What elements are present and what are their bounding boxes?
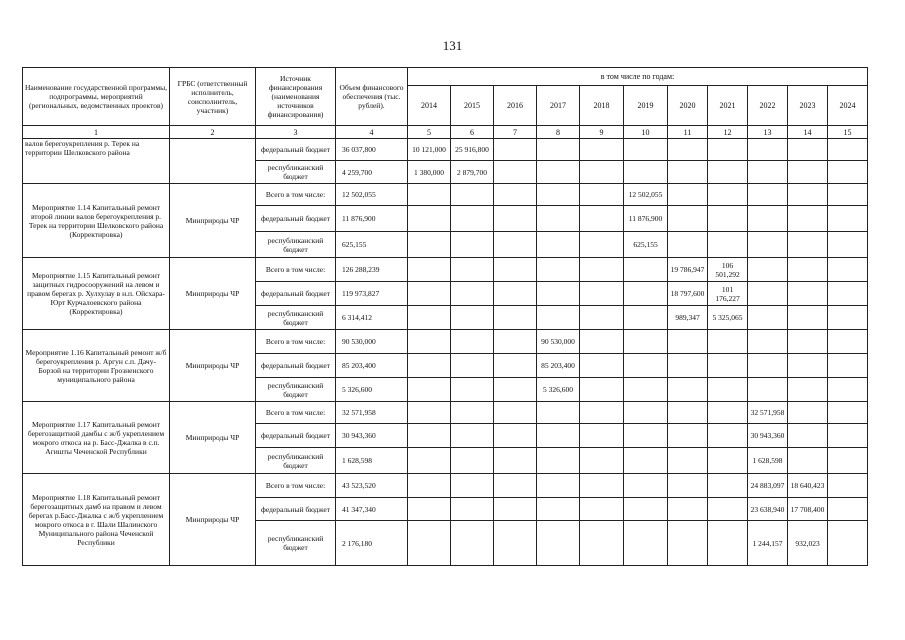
year-value (668, 521, 708, 566)
year-value (788, 258, 828, 282)
year-value (580, 354, 624, 378)
column-number: 9 (580, 126, 624, 139)
year-value (708, 424, 748, 448)
year-value (494, 232, 537, 258)
year-value (494, 498, 537, 521)
year-value (494, 448, 537, 474)
year-value (748, 161, 788, 184)
year-value: 106 501,292 (708, 258, 748, 282)
year-value (494, 161, 537, 184)
funding-total: 1 628,598 (336, 448, 408, 474)
table-row (23, 474, 868, 498)
year-value (494, 139, 537, 161)
year-value (624, 139, 668, 161)
year-value (708, 521, 748, 566)
year-header: 2016 (494, 86, 537, 126)
column-number: 4 (336, 126, 408, 139)
funding-source: республиканский бюджет (256, 232, 336, 258)
year-value (580, 232, 624, 258)
year-value (788, 139, 828, 161)
year-value (708, 448, 748, 474)
year-value (408, 402, 451, 424)
year-value (408, 378, 451, 402)
year-value (668, 474, 708, 498)
year-value (788, 184, 828, 206)
year-value (451, 474, 494, 498)
year-value (451, 184, 494, 206)
year-value (537, 474, 580, 498)
year-value (828, 424, 868, 448)
column-number: 13 (748, 126, 788, 139)
year-value (537, 184, 580, 206)
year-value (537, 139, 580, 161)
year-value (580, 498, 624, 521)
year-value (580, 474, 624, 498)
year-value (408, 424, 451, 448)
year-value (748, 378, 788, 402)
funding-source: республиканский бюджет (256, 306, 336, 330)
year-value (788, 282, 828, 306)
year-value (828, 282, 868, 306)
year-value (494, 354, 537, 378)
year-header: 2014 (408, 86, 451, 126)
year-value (451, 232, 494, 258)
year-value (451, 448, 494, 474)
year-value (451, 306, 494, 330)
year-value (408, 521, 451, 566)
year-value (668, 354, 708, 378)
funding-total: 90 530,000 (336, 330, 408, 354)
year-value (494, 378, 537, 402)
year-value: 25 916,800 (451, 139, 494, 161)
year-value (624, 354, 668, 378)
year-value (580, 378, 624, 402)
year-value (828, 448, 868, 474)
year-value (408, 258, 451, 282)
year-value (537, 232, 580, 258)
year-value (748, 184, 788, 206)
year-value (828, 330, 868, 354)
measure-name: Мероприятие 1.14 Капитальный ремонт второй линии валов берегоукрепления р. Терек на территории Шелковского района (Корректировка) (23, 184, 170, 258)
column-number: 11 (668, 126, 708, 139)
year-value: 17 708,400 (788, 498, 828, 521)
funding-total: 5 326,600 (336, 378, 408, 402)
column-number: 2 (170, 126, 256, 139)
year-header: 2021 (708, 86, 748, 126)
funding-total: 43 523,520 (336, 474, 408, 498)
column-number: 12 (708, 126, 748, 139)
year-value (624, 402, 668, 424)
header-name: Наименование государственной программы, подпрограммы, мероприятий (региональных, ведомственных проектов) (23, 68, 170, 126)
funding-total: 6 314,412 (336, 306, 408, 330)
year-value (828, 184, 868, 206)
year-value (624, 474, 668, 498)
year-value (748, 306, 788, 330)
year-value (494, 184, 537, 206)
year-value (580, 206, 624, 232)
year-value (748, 206, 788, 232)
year-value: 12 502,055 (624, 184, 668, 206)
year-value (624, 330, 668, 354)
year-value (708, 330, 748, 354)
budget-table (22, 67, 868, 566)
measure-name: Мероприятие 1.15 Капитальный ремонт защитных гидросооружений на левом и правом берегах р. Хулхулау в н.п. Ойсхара-Юрт Курчалоевского района (Корректировка) (23, 258, 170, 330)
year-value (408, 330, 451, 354)
year-value (408, 474, 451, 498)
year-value (580, 306, 624, 330)
year-value (668, 206, 708, 232)
year-value (494, 474, 537, 498)
year-value (828, 402, 868, 424)
year-value (408, 448, 451, 474)
year-value: 18 640,423 (788, 474, 828, 498)
year-value (788, 306, 828, 330)
year-value (748, 354, 788, 378)
year-value (828, 474, 868, 498)
column-number: 7 (494, 126, 537, 139)
year-value (668, 448, 708, 474)
year-header: 2023 (788, 86, 828, 126)
year-value (708, 378, 748, 402)
year-value (537, 161, 580, 184)
table-row (23, 139, 868, 161)
year-value (580, 424, 624, 448)
year-value (580, 139, 624, 161)
funding-total: 36 037,800 (336, 139, 408, 161)
year-value (624, 378, 668, 402)
year-value (828, 161, 868, 184)
year-value (451, 402, 494, 424)
funding-source: республиканский бюджет (256, 521, 336, 566)
year-value: 90 530,000 (537, 330, 580, 354)
year-value (494, 521, 537, 566)
year-value (537, 498, 580, 521)
funding-source: республиканский бюджет (256, 161, 336, 184)
year-value (788, 424, 828, 448)
year-value (788, 378, 828, 402)
year-value (451, 282, 494, 306)
year-value (668, 402, 708, 424)
year-header: 2019 (624, 86, 668, 126)
funding-total: 119 973,827 (336, 282, 408, 306)
year-value (668, 424, 708, 448)
year-value (494, 424, 537, 448)
year-value (668, 498, 708, 521)
year-value (537, 306, 580, 330)
funding-source: федеральный бюджет (256, 282, 336, 306)
year-value (748, 139, 788, 161)
year-value (668, 139, 708, 161)
year-value (580, 521, 624, 566)
measure-grbs: Минприроды ЧР (170, 402, 256, 474)
year-value (451, 378, 494, 402)
year-header: 2020 (668, 86, 708, 126)
year-value (451, 521, 494, 566)
year-value (408, 306, 451, 330)
year-value (494, 330, 537, 354)
year-value (668, 330, 708, 354)
year-value (451, 258, 494, 282)
funding-source: федеральный бюджет (256, 498, 336, 521)
column-number: 5 (408, 126, 451, 139)
year-value (537, 282, 580, 306)
year-value (580, 282, 624, 306)
measure-name: Мероприятие 1.17 Капитальный ремонт берегозащитной дамбы с ж/б укреплением мокрого откоса на р. Басс-Джалка в с.п. Агишты Чеченской Республики (23, 402, 170, 474)
year-value: 85 203,400 (537, 354, 580, 378)
year-value (580, 184, 624, 206)
table-row (23, 184, 868, 206)
year-value: 23 638,940 (748, 498, 788, 521)
measure-grbs: Минприроды ЧР (170, 258, 256, 330)
table-row (23, 258, 868, 282)
funding-source: Всего в том числе: (256, 184, 336, 206)
year-value (708, 354, 748, 378)
year-value (494, 402, 537, 424)
year-value (828, 354, 868, 378)
year-value (624, 258, 668, 282)
year-value (828, 206, 868, 232)
year-value (451, 330, 494, 354)
funding-source: республиканский бюджет (256, 378, 336, 402)
header-by-years: в том числе по годам: (408, 68, 868, 86)
year-header: 2018 (580, 86, 624, 126)
year-value (624, 498, 668, 521)
year-value (624, 424, 668, 448)
funding-total: 126 288,239 (336, 258, 408, 282)
year-value (537, 206, 580, 232)
funding-source: федеральный бюджет (256, 424, 336, 448)
year-value (668, 184, 708, 206)
year-value: 30 943,360 (748, 424, 788, 448)
column-number: 6 (451, 126, 494, 139)
year-value: 11 876,900 (624, 206, 668, 232)
funding-source: федеральный бюджет (256, 139, 336, 161)
year-header: 2022 (748, 86, 788, 126)
year-value (708, 232, 748, 258)
year-value: 625,155 (624, 232, 668, 258)
column-number: 10 (624, 126, 668, 139)
year-value (708, 184, 748, 206)
year-value (788, 161, 828, 184)
year-value (668, 378, 708, 402)
measure-name: Мероприятие 1.16 Капитальный ремонт ж/б берегоукрепления р. Аргун с.п. Дачу-Борзой на территории Грозненского муниципального района (23, 330, 170, 402)
year-value (537, 521, 580, 566)
funding-source: Всего в том числе: (256, 258, 336, 282)
year-value (451, 206, 494, 232)
funding-total: 12 502,055 (336, 184, 408, 206)
measure-name: валов берегоукрепления р. Терек на территории Шелковского района (23, 139, 170, 184)
year-value (580, 448, 624, 474)
measure-grbs: Минприроды ЧР (170, 474, 256, 566)
year-value (828, 232, 868, 258)
funding-total: 30 943,360 (336, 424, 408, 448)
year-value (580, 161, 624, 184)
funding-total: 41 347,340 (336, 498, 408, 521)
year-value: 989,347 (668, 306, 708, 330)
year-value (624, 282, 668, 306)
year-value: 1 380,000 (408, 161, 451, 184)
year-value (748, 232, 788, 258)
page-number: 131 (442, 38, 463, 53)
year-value (828, 521, 868, 566)
year-value (828, 139, 868, 161)
year-value (788, 330, 828, 354)
year-value (788, 354, 828, 378)
year-value: 19 786,947 (668, 258, 708, 282)
year-value (408, 498, 451, 521)
year-value (748, 330, 788, 354)
year-value (537, 424, 580, 448)
year-value: 101 176,227 (708, 282, 748, 306)
header-source: Источник финансирования (наименования источников финансирования) (256, 68, 336, 126)
year-value (494, 258, 537, 282)
year-value: 32 571,958 (748, 402, 788, 424)
table-row (23, 402, 868, 424)
funding-source: Всего в том числе: (256, 330, 336, 354)
measure-grbs (170, 139, 256, 184)
year-value (537, 402, 580, 424)
year-value: 1 628,598 (748, 448, 788, 474)
year-value (708, 161, 748, 184)
year-header: 2017 (537, 86, 580, 126)
year-value (408, 354, 451, 378)
year-value (828, 306, 868, 330)
year-value (451, 354, 494, 378)
year-value (624, 161, 668, 184)
column-number: 3 (256, 126, 336, 139)
funding-source: республиканский бюджет (256, 448, 336, 474)
year-value (494, 206, 537, 232)
measure-name: Мероприятие 1.18 Капитальный ремонт берегозащитных дамб на правом и левом берегах р.Басс-Джалка с ж/б укреплением мокрого откоса в г. Шали Шалинского Муниципального района Чеченской Республики (23, 474, 170, 566)
year-value: 5 326,600 (537, 378, 580, 402)
year-value (708, 474, 748, 498)
funding-total: 4 259,700 (336, 161, 408, 184)
year-value (668, 232, 708, 258)
year-header: 2024 (828, 86, 868, 126)
header-grbs: ГРБС (ответственный исполнитель, соисполнитель, участник) (170, 68, 256, 126)
year-value (451, 498, 494, 521)
funding-total: 11 876,900 (336, 206, 408, 232)
year-value (494, 306, 537, 330)
year-value (580, 330, 624, 354)
measure-grbs: Минприроды ЧР (170, 330, 256, 402)
funding-total: 32 571,958 (336, 402, 408, 424)
year-value (708, 402, 748, 424)
funding-total: 85 203,400 (336, 354, 408, 378)
year-value (788, 232, 828, 258)
year-value (668, 161, 708, 184)
year-value: 5 325,065 (708, 306, 748, 330)
column-number: 14 (788, 126, 828, 139)
year-header: 2015 (451, 86, 494, 126)
year-value (748, 282, 788, 306)
year-value (408, 184, 451, 206)
funding-total: 625,155 (336, 232, 408, 258)
year-value: 24 883,097 (748, 474, 788, 498)
year-value (748, 258, 788, 282)
year-value (708, 498, 748, 521)
year-value (537, 258, 580, 282)
year-value (708, 139, 748, 161)
year-value (451, 424, 494, 448)
year-value (624, 521, 668, 566)
column-number: 8 (537, 126, 580, 139)
year-value: 2 879,700 (451, 161, 494, 184)
table-row (23, 330, 868, 354)
column-number: 1 (23, 126, 170, 139)
year-value (408, 232, 451, 258)
year-value (828, 498, 868, 521)
year-value (788, 402, 828, 424)
funding-source: Всего в том числе: (256, 402, 336, 424)
year-value: 1 244,157 (748, 521, 788, 566)
year-value (580, 258, 624, 282)
year-value (788, 448, 828, 474)
funding-source: Всего в том числе: (256, 474, 336, 498)
year-value (408, 206, 451, 232)
year-value (624, 306, 668, 330)
funding-source: федеральный бюджет (256, 206, 336, 232)
year-value (788, 206, 828, 232)
year-value (580, 402, 624, 424)
year-value (828, 258, 868, 282)
measure-grbs: Минприроды ЧР (170, 184, 256, 258)
year-value (708, 206, 748, 232)
header-volume: Объем финансового обеспечения (тыс. рублей). (336, 68, 408, 126)
year-value (828, 378, 868, 402)
funding-total: 2 176,180 (336, 521, 408, 566)
year-value (624, 448, 668, 474)
year-value (494, 282, 537, 306)
funding-source: федеральный бюджет (256, 354, 336, 378)
year-value (408, 282, 451, 306)
column-number: 15 (828, 126, 868, 139)
year-value: 18 797,600 (668, 282, 708, 306)
year-value: 10 121,000 (408, 139, 451, 161)
year-value (537, 448, 580, 474)
year-value: 932,023 (788, 521, 828, 566)
